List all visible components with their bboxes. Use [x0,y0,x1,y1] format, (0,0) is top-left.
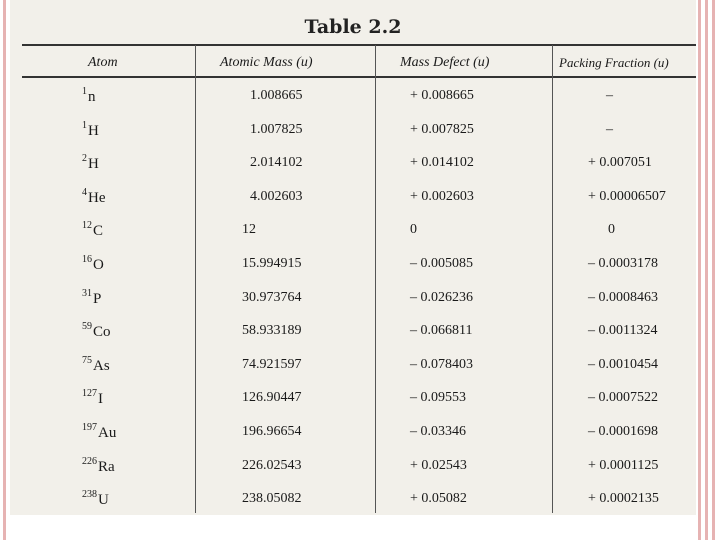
mass-number: 197 [82,422,97,433]
mass-defect-cell: + 0.014102 [410,155,474,171]
atomic-mass-cell: 226.02543 [242,457,302,473]
packing-fraction-cell: – 0.0007522 [588,390,658,406]
atomic-mass-cell: 30.973764 [242,289,302,305]
mass-number: 59 [82,321,92,333]
mass-number: 4 [82,186,87,198]
mass-number: 1 [82,119,87,131]
slide-border-line-left [3,0,6,540]
atom-cell [82,187,106,207]
mass-defect-cell: + 0.008665 [410,88,474,103]
mass-number: 31 [82,287,92,299]
atom-cell [82,120,99,140]
header-mass-defect: Mass Defect (u) [400,55,490,70]
slide-border-line-right-1 [698,0,701,540]
mass-defect-cell: – 0.066811 [410,323,473,339]
mass-number: 238 [82,489,97,501]
element-symbol: H [88,156,99,173]
mass-number: 1 [82,86,87,97]
atomic-mass-cell: 196.96654 [242,424,302,439]
atom-cell [82,86,96,106]
packing-fraction-cell: – 0.0003178 [588,256,658,271]
mass-defect-cell: – 0.078403 [410,356,473,372]
table-photo [10,0,696,515]
atomic-mass-cell: 12 [242,222,256,238]
atomic-mass-cell: 15.994915 [242,256,302,271]
mass-number: 226 [82,455,97,467]
mass-defect-cell: – 0.005085 [410,256,473,271]
atomic-mass-cell: 1.008665 [250,88,303,103]
header-top-rule [22,44,696,46]
table-title: Table 2.2 [304,16,402,38]
atom-cell [82,288,101,308]
header-bottom-rule [22,76,696,78]
atomic-mass-cell: 4.002603 [250,188,303,204]
element-symbol: I [98,391,103,408]
packing-fraction-cell: – [606,121,613,137]
packing-fraction-cell: – 0.0008463 [588,289,658,305]
atom-cell [82,489,109,509]
atomic-mass-cell: 58.933189 [242,323,302,339]
slide-border-line-right-3 [712,0,715,540]
atomic-mass-cell: 74.921597 [242,356,302,372]
header-packing-fraction: Packing Fraction (u) [559,55,669,70]
header-atomic-mass: Atomic Mass (u) [220,55,313,70]
packing-fraction-cell: 0 [608,222,615,238]
packing-fraction-cell: – [606,88,613,103]
atom-cell [82,321,111,341]
mass-defect-cell: – 0.026236 [410,289,473,305]
packing-fraction-cell: + 0.007051 [588,155,652,171]
mass-number: 127 [82,388,97,400]
slide-border-line-right-2 [705,0,708,540]
column-divider-3 [552,45,553,513]
mass-defect-cell: – 0.09553 [410,390,466,406]
packing-fraction-cell: + 0.0002135 [588,491,659,507]
atom-cell [82,456,115,476]
element-symbol: C [93,223,104,240]
atom-cell [82,422,116,442]
element-symbol: H [88,122,99,139]
header-atom: Atom [88,55,118,70]
atomic-mass-cell: 126.90447 [242,390,302,406]
atomic-mass-cell: 1.007825 [250,121,303,137]
packing-fraction-cell: + 0.00006507 [588,188,666,204]
atom-cell [82,254,104,274]
mass-defect-cell: + 0.05082 [410,491,467,507]
mass-defect-cell: + 0.002603 [410,188,474,204]
atomic-mass-cell: 2.014102 [250,155,303,171]
element-symbol: U [98,492,109,509]
atom-cell [82,220,103,240]
element-symbol: Ra [98,458,115,475]
element-symbol: He [88,189,106,206]
packing-fraction-cell: – 0.0011324 [588,323,658,339]
mass-number: 75 [82,354,92,366]
column-divider-1 [195,45,196,513]
element-symbol: n [88,89,96,105]
atom-cell [82,355,110,375]
element-symbol: P [93,290,102,307]
packing-fraction-cell: – 0.0010454 [588,356,658,372]
element-symbol: O [93,257,104,273]
atom-cell [82,388,103,408]
mass-defect-cell: + 0.02543 [410,457,467,473]
mass-number: 16 [82,254,92,265]
atomic-mass-cell: 238.05082 [242,491,302,507]
mass-defect-cell: 0 [410,222,417,238]
element-symbol: As [93,357,110,374]
mass-number: 2 [82,153,87,165]
element-symbol: Co [93,324,111,341]
atom-cell [82,153,99,173]
packing-fraction-cell: + 0.0001125 [588,457,659,473]
packing-fraction-cell: – 0.0001698 [588,424,658,439]
element-symbol: Au [98,425,117,441]
mass-number: 12 [82,220,92,232]
mass-defect-cell: + 0.007825 [410,121,474,137]
column-divider-2 [375,45,376,513]
mass-defect-cell: – 0.03346 [410,424,466,439]
